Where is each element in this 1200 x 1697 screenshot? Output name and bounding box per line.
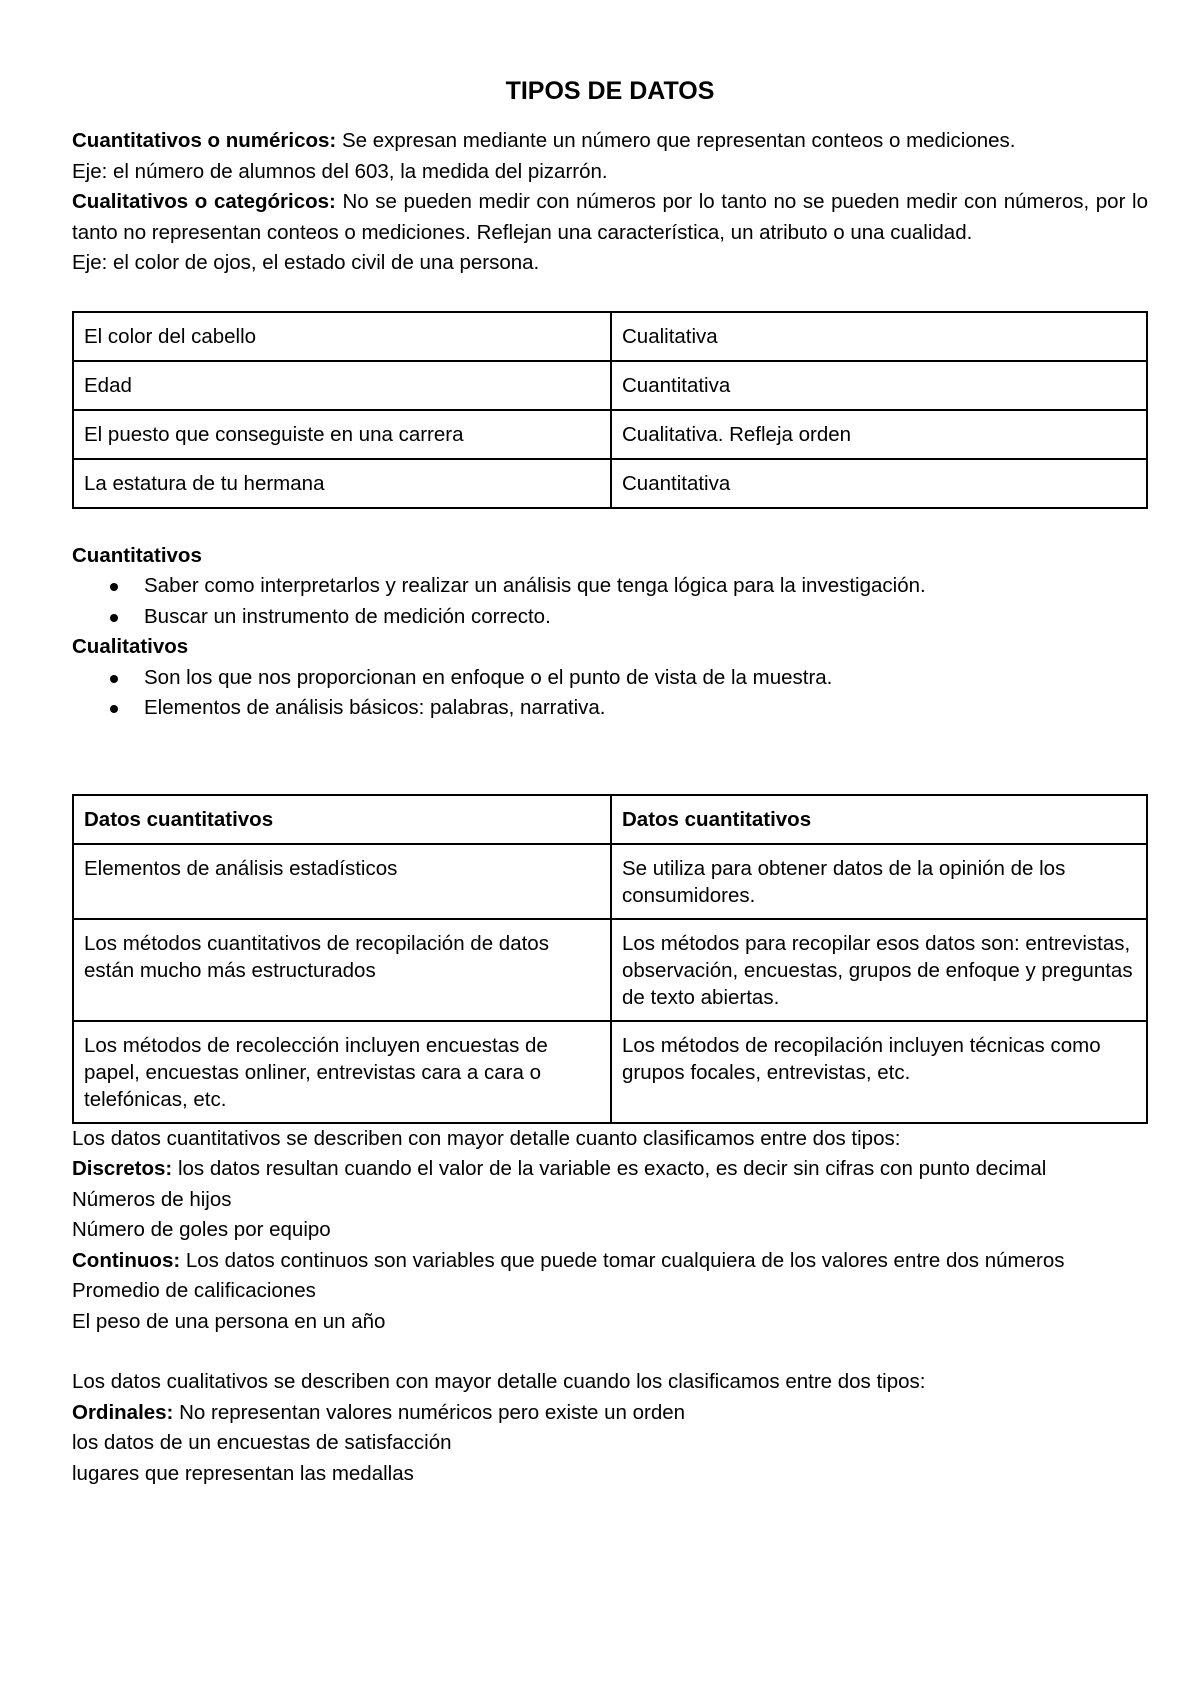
header-text: Datos cuantitativos (84, 807, 274, 831)
list-item-text: Elementos de análisis básicos: palabras, narrativa. (144, 696, 606, 719)
list-item (72, 663, 1148, 694)
discretos-text: los datos resultan cuando el valor de la variable es exacto, es decir sin cifras con punto decimal (172, 1157, 1047, 1180)
continuos-example: Promedio de calificaciones (72, 1279, 316, 1302)
page-title: TIPOS DE DATOS (505, 77, 715, 105)
table-cell: Cualitativa. Refleja orden (611, 410, 1147, 459)
table-cell: Los métodos de recolección incluyen encuestas de papel, encuestas onliner, entrevistas cara a cara o telefónicas, etc. (73, 1021, 611, 1123)
table-cell: Cualitativa (611, 312, 1147, 361)
discretos-example: Número de goles por equipo (72, 1218, 331, 1241)
table-cell: Elementos de análisis estadísticos (73, 844, 611, 919)
cuantitativos-label: Cuantitativos o numéricos: (72, 129, 337, 152)
continuos-example: El peso de una persona en un año (72, 1309, 386, 1333)
cuantitativos-list (72, 571, 1148, 632)
table-cell: Se utiliza para obtener datos de la opinión de los consumidores. (611, 844, 1147, 919)
list-item-text: Saber como interpretarlos y realizar un análisis que tenga lógica para la investigación. (144, 574, 926, 597)
table-row (73, 919, 1147, 1021)
cualitativos-list (72, 663, 1148, 724)
table-header-cell (73, 795, 611, 844)
table-cell: Los métodos para recopilar esos datos son: entrevistas, observación, encuestas, grupos de enfoque y preguntas de texto abiertas. (611, 919, 1147, 1021)
list-item (72, 693, 1148, 724)
document-page (72, 72, 1148, 1489)
cualitativos-heading: Cualitativos (72, 635, 189, 658)
cuantitativos-definition: Se expresan mediante un número que representan conteos o mediciones. (336, 129, 1016, 152)
table-cell: El color del cabello (73, 312, 611, 361)
table-cell: Cuantitativa (611, 361, 1147, 410)
continuos-definition (72, 1246, 1148, 1277)
table-row (73, 361, 1147, 410)
list-item-text: Son los que nos proporcionan en enfoque o el punto de vista de la muestra. (144, 665, 833, 689)
table-header-row (73, 795, 1147, 844)
ordinales-example: lugares que representan las medallas (72, 1461, 414, 1485)
header-text: Datos cuantitativos (622, 807, 812, 831)
ordinales-label: Ordinales: (72, 1400, 174, 1424)
bullet-icon (110, 583, 118, 591)
discretos-definition (72, 1154, 1148, 1185)
table-row (73, 312, 1147, 361)
intro-cualitativos (72, 187, 1148, 248)
table-header-cell (611, 795, 1147, 844)
ordinales-text: No representan valores numéricos pero existe un orden (173, 1400, 686, 1424)
table-row (73, 410, 1147, 459)
table-row (73, 844, 1147, 919)
table-cell: Edad (73, 361, 611, 410)
cuantitativos-types-intro: Los datos cuantitativos se describen con mayor detalle cuanto clasificamos entre dos tipos: (72, 1126, 901, 1150)
ordinales-example: los datos de un encuestas de satisfacción (72, 1431, 452, 1454)
table-cell: Los métodos cuantitativos de recopilación de datos están mucho más estructurados (73, 919, 611, 1021)
discretos-label: Discretos: (72, 1157, 173, 1180)
table-cell: Los métodos de recopilación incluyen técnicas como grupos focales, entrevistas, etc. (611, 1021, 1147, 1123)
table-cell: El puesto que conseguiste en una carrera (73, 410, 611, 459)
list-item (72, 571, 1148, 602)
list-item-text: Buscar un instrumento de medición correcto. (144, 604, 551, 628)
cualitativos-definition: No se pueden medir con números por lo tanto no se pueden medir con números, por lo tanto no representan conteos o mediciones. Reflejan una característica, un atributo o una cualidad. (72, 190, 1148, 244)
table-row (73, 1021, 1147, 1123)
table-row (73, 459, 1147, 508)
continuos-text: Los datos continuos son variables que puede tomar cualquiera de los valores entre dos números (180, 1248, 1065, 1272)
bullet-icon (110, 705, 118, 713)
intro-cuantitativos (72, 126, 1148, 157)
paragraph-spacer (72, 1337, 1148, 1367)
comparison-table (72, 794, 1148, 1124)
ordinales-definition (72, 1398, 1148, 1429)
bullet-icon (110, 675, 118, 683)
discretos-example: Números de hijos (72, 1187, 232, 1211)
cualitativos-label: Cualitativos o categóricos: (72, 190, 336, 213)
table-cell: Cuantitativa (611, 459, 1147, 508)
bullet-icon (110, 614, 118, 622)
continuos-label: Continuos: (72, 1248, 181, 1272)
cuantitativos-example: Eje: el número de alumnos del 603, la medida del pizarrón. (72, 159, 608, 183)
cualitativos-example: Eje: el color de ojos, el estado civil de una persona. (72, 251, 540, 274)
table-cell: La estatura de tu hermana (73, 459, 611, 508)
list-item (72, 602, 1148, 633)
variables-classification-table (72, 311, 1148, 509)
cualitativos-types-intro: Los datos cualitativos se describen con mayor detalle cuando los clasificamos entre dos tipos: (72, 1370, 926, 1393)
cuantitativos-heading: Cuantitativos (72, 543, 202, 567)
